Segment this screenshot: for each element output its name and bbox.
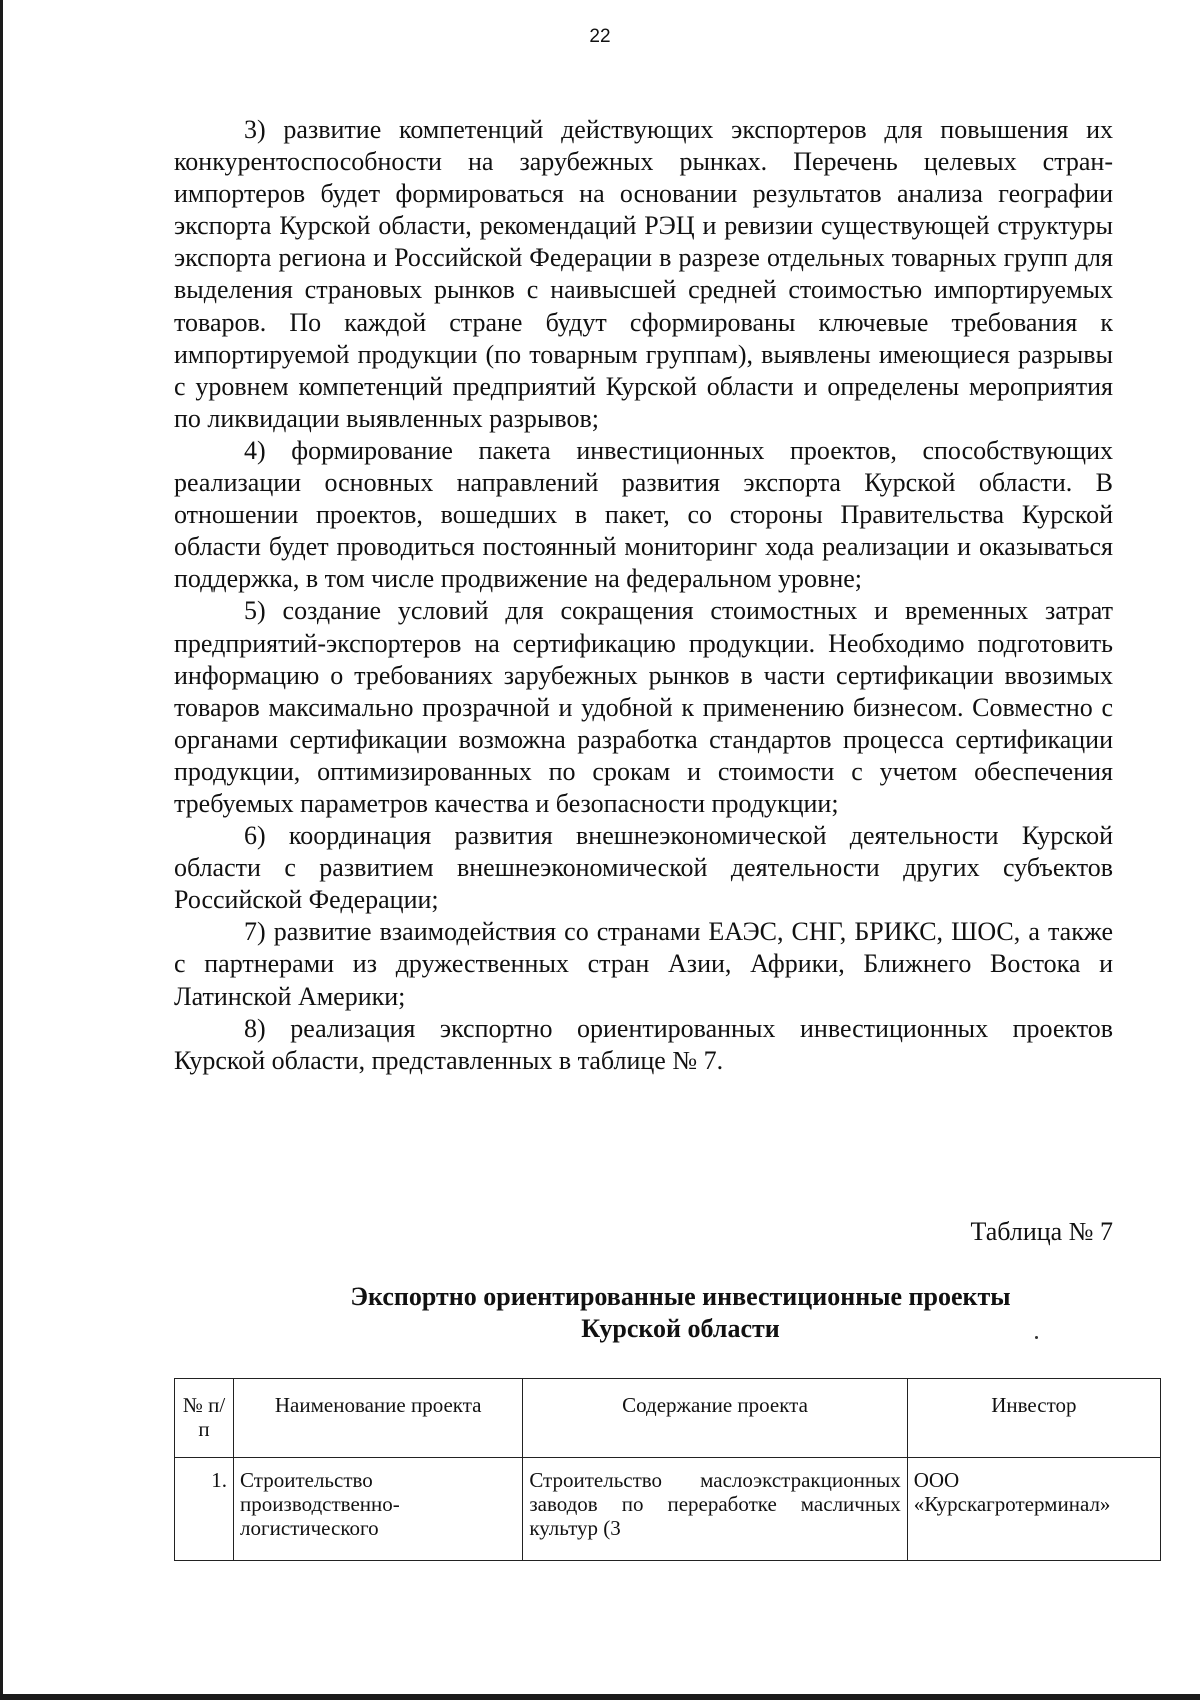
paragraph-item-3: 3) развитие компетенций действующих экспортеров для повышения их конкурентоспособности на зарубежных рынках. Перечень целевых стран-импортеров будет формироваться на основании результатов анализа географии экспорта Курской области, рекомендаций РЭЦ и ревизии существующей структуры экспорта региона и Российской Федерации в разрезе отдельных товарных групп для выделения страновых рынков с наивысшей средней стоимостью импортируемых товаров. По каждой стране будут сформированы ключевые требования к импортируемой продукции (по товарным группам), выявлены имеющиеся разрывы с уровнем компетенций предприятий Курской области и определены мероприятия по ликвидации выявленных разрывов; bbox=[174, 115, 1113, 433]
table-caption: Таблица № 7 bbox=[970, 1217, 1113, 1246]
paragraph-item-4: 4) формирование пакета инвестиционных проектов, способствующих реализации основных направлений развития экспорта Курской области. В отношении проектов, вошедших в пакет, со стороны Правительства Курской области будет проводиться постоянный мониторинг хода реализации и оказываться поддержка, в том числе продвижение на федеральном уровне; bbox=[174, 435, 1113, 594]
scan-bottom-border bbox=[0, 1694, 1200, 1700]
header-investor: Инвестор bbox=[907, 1379, 1160, 1458]
body-text bbox=[174, 114, 1113, 1077]
row-name-cell: Строительство производственно-логистического bbox=[234, 1458, 523, 1561]
table-row bbox=[175, 1458, 1161, 1561]
row-num-cell: 1. bbox=[175, 1458, 234, 1561]
header-name: Наименование проекта bbox=[234, 1379, 523, 1458]
table-title-line-1: Экспортно ориентированные инвестиционные проекты bbox=[350, 1282, 1011, 1311]
table-header-row bbox=[175, 1379, 1161, 1458]
paragraph-item-7: 7) развитие взаимодействия со странами ЕАЭС, СНГ, БРИКС, ШОС, а также с партнерами из дружественных стран Азии, Африки, Ближнего Востока и Латинской Америки; bbox=[174, 917, 1113, 1011]
page-number: 22 bbox=[589, 26, 611, 47]
paragraph-item-6: 6) координация развития внешнеэкономической деятельности Курской области с развитием внешнеэкономической деятельности других субъектов Российской Федерации; bbox=[174, 821, 1113, 915]
row-content-cell: Строительство маслоэкстракционных заводов по переработке масличных культур (3 bbox=[523, 1458, 907, 1561]
header-num: № п/п bbox=[175, 1379, 234, 1458]
table-title-line-2: Курской области bbox=[581, 1314, 780, 1343]
scan-speck bbox=[1035, 1336, 1038, 1339]
row-investor-cell: ООО «Курскагротерминал» bbox=[907, 1458, 1160, 1561]
projects-table bbox=[174, 1378, 1161, 1561]
paragraph-item-8: 8) реализация экспортно ориентированных инвестиционных проектов Курской области, представленных в таблице № 7. bbox=[174, 1013, 1113, 1075]
scan-left-border bbox=[0, 0, 3, 1700]
header-content: Содержание проекта bbox=[523, 1379, 907, 1458]
paragraph-item-5: 5) создание условий для сокращения стоимостных и временных затрат предприятий-экспортеров на сертификацию продукции. Необходимо подготовить информацию о требованиях зарубежных рынков в части сертификации ввозимых товаров максимально прозрачной и удобной к применению бизнесом. Совместно с органами сертификации возможна разработка стандартов процесса сертификации продукции, оптимизированных по срокам и стоимости с учетом обеспечения требуемых параметров качества и безопасности продукции; bbox=[174, 596, 1113, 818]
